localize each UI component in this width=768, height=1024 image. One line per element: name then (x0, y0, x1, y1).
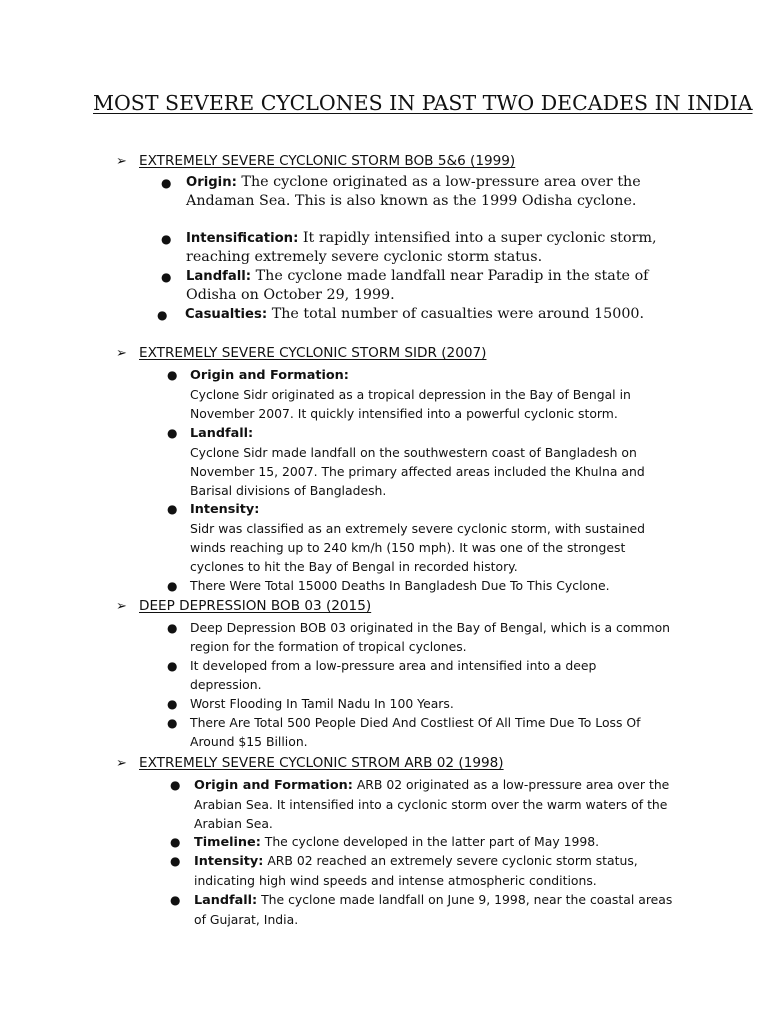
bullet-icon: ● (167, 659, 178, 673)
list-item (194, 851, 644, 890)
list-item (190, 713, 660, 751)
list-item (194, 775, 676, 833)
section-heading-sidr: EXTREMELY SEVERE CYCLONIC STORM SIDR (2007) (139, 345, 487, 361)
item-text: Worst Flooding In Tamil Nadu In 100 Years. (190, 696, 454, 711)
item-text: The cyclone made landfall near Paradip in the state of Odisha on October 29, 1999. (186, 268, 649, 303)
list-item (190, 423, 660, 500)
section-heading-bob-03: DEEP DEPRESSION BOB 03 (2015) (139, 598, 372, 614)
arrow-bullet-icon: ➢ (116, 154, 127, 169)
list-item (186, 173, 686, 211)
list-item (190, 656, 640, 694)
section-heading-arb-02: EXTREMELY SEVERE CYCLONIC STROM ARB 02 (1998) (139, 755, 504, 771)
bullet-icon: ● (167, 426, 178, 440)
bullet-icon: ● (167, 579, 178, 593)
bullet-icon: ● (161, 176, 172, 190)
item-text: Cyclone Sidr made landfall on the southwestern coast of Bangladesh on November 15, 2007. The primary affected areas included the Khulna and Barisal divisions of Bangladesh. (190, 445, 645, 498)
item-label: Origin and Formation: (194, 778, 353, 793)
list-item (190, 618, 680, 656)
item-text: The cyclone originated as a low-pressure area over the Andaman Sea. This is also known as the 1999 Odisha cyclone. (186, 174, 641, 209)
item-label: Timeline: (194, 835, 261, 850)
section-heading-bob-5-6: EXTREMELY SEVERE CYCLONIC STORM BOB 5&6 (1999) (139, 153, 516, 169)
item-text: It developed from a low-pressure area and intensified into a deep depression. (190, 658, 597, 692)
item-label: Casualties: (185, 307, 268, 322)
list-item (190, 576, 670, 595)
item-label: Landfall: (186, 269, 252, 284)
list-item (186, 229, 686, 267)
item-label: Intensity: (190, 502, 260, 517)
bullet-icon: ● (167, 621, 178, 635)
list-item (194, 832, 676, 852)
bullet-icon: ● (170, 893, 181, 907)
list-item (186, 267, 686, 305)
bullet-icon: ● (161, 270, 172, 284)
list-item (194, 890, 676, 929)
bullet-icon: ● (167, 716, 178, 730)
bullet-icon: ● (167, 502, 178, 516)
item-label: Origin and Formation: (190, 368, 349, 383)
item-text: ARB 02 reached an extremely severe cyclonic storm status, indicating high wind speeds and intense atmospheric conditions. (194, 853, 638, 888)
bullet-icon: ● (167, 697, 178, 711)
item-text: The cyclone developed in the latter part of May 1998. (264, 834, 600, 849)
item-text: Deep Depression BOB 03 originated in the Bay of Bengal, which is a common region for the formation of tropical cyclones. (190, 620, 671, 654)
item-text: The cyclone made landfall on June 9, 1998, near the coastal areas of Gujarat, India. (194, 892, 673, 927)
item-text: ARB 02 originated as a low-pressure area over the Arabian Sea. It intensified into a cyclonic storm over the warm waters of the Arabian Sea. (194, 777, 670, 831)
item-label: Intensity: (194, 854, 264, 869)
list-item (190, 365, 670, 423)
document-title (93, 90, 753, 116)
item-label: Origin: (186, 175, 237, 190)
item-label: Landfall: (194, 893, 258, 908)
list-item (190, 499, 660, 576)
arrow-bullet-icon: ➢ (116, 599, 127, 614)
item-text: The total number of casualties were around 15000. (271, 306, 645, 322)
bullet-icon: ● (167, 368, 178, 382)
item-text: It rapidly intensified into a super cyclonic storm, reaching extremely severe cyclonic storm status. (186, 230, 657, 265)
arrow-bullet-icon: ➢ (116, 756, 127, 771)
bullet-icon: ● (170, 854, 181, 868)
item-text: Sidr was classified as an extremely severe cyclonic storm, with sustained winds reaching up to 240 km/h (150 mph). It was one of the strongest cyclones to hit the Bay of Bengal in recorded history. (190, 521, 645, 574)
arrow-bullet-icon: ➢ (116, 346, 127, 361)
item-text: There Were Total 15000 Deaths In Bangladesh Due To This Cyclone. (190, 578, 610, 593)
item-text: There Are Total 500 People Died And Costliest Of All Time Due To Loss Of Around $15 Billion. (190, 715, 641, 749)
bullet-icon: ● (157, 308, 168, 322)
bullet-icon: ● (170, 778, 181, 792)
list-item (185, 305, 685, 324)
bullet-icon: ● (161, 232, 172, 246)
item-label: Landfall: (190, 426, 254, 441)
bullet-icon: ● (170, 835, 181, 849)
item-label: Intensification: (186, 231, 299, 246)
item-text: Cyclone Sidr originated as a tropical depression in the Bay of Bengal in November 2007. It quickly intensified into a powerful cyclonic storm. (190, 387, 631, 421)
list-item (190, 694, 670, 713)
document-title-text: MOST SEVERE CYCLONES IN PAST TWO DECADES IN INDIA (93, 91, 753, 115)
